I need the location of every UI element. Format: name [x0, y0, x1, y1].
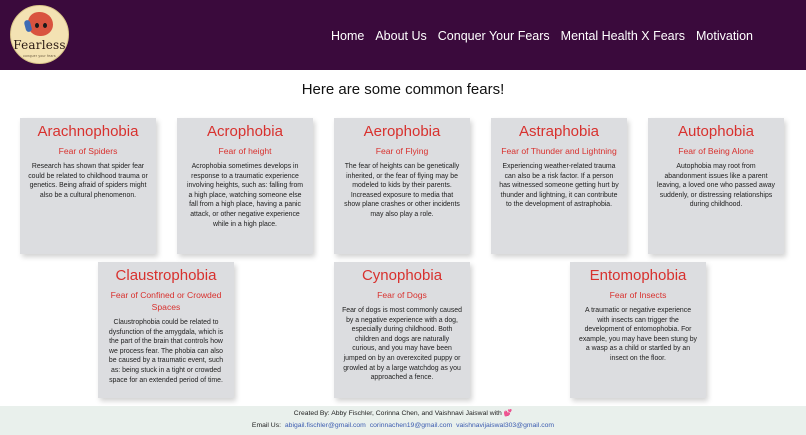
- card-subtitle: Fear of Confined or Crowded Spaces: [110, 290, 222, 312]
- card-description: A traumatic or negative experience with insects can trigger the development of entomophobia. For example, you may have been stung by a wasp as a child or startled by an insect on the floor.: [579, 307, 697, 362]
- card-description: Acrophobia sometimes develops in response to a traumatic experience involving heights, such as: falling from a high place, watching someone else fall from a high place, having a panic attack, or other negative experience while in a high place.: [186, 163, 304, 228]
- fear-card-acrophobia: [177, 118, 313, 254]
- card-subtitle: Fear of Insects: [609, 290, 667, 300]
- card-description: Fear of dogs is most commonly caused by a negative experience with a dog, especially during childhood. Both children and dogs are naturally curious, and you may have been jumped on by an overexcited puppy or growled at by a large watchdog as you approached a fence.: [342, 307, 462, 382]
- fear-card-entomophobia: [570, 262, 706, 398]
- scared-face-icon: [28, 12, 53, 36]
- site-logo[interactable]: [10, 5, 69, 64]
- card-description: Research has shown that spider fear could be related to childhood trauma or genetics. Being afraid of spiders might also be a cultural phenomenon.: [28, 163, 148, 199]
- card-title: Astraphobia: [518, 123, 600, 140]
- card-subtitle: Fear of height: [218, 146, 272, 156]
- logo-eye-icon: [43, 23, 47, 28]
- fear-card-aerophobia: [334, 118, 470, 254]
- card-title: Autophobia: [678, 123, 754, 140]
- page-title: Here are some common fears!: [301, 81, 505, 98]
- email-link-vaishnavi[interactable]: vaishnavijaiswal303@gmail.com: [456, 422, 555, 429]
- card-title: Aerophobia: [363, 123, 441, 140]
- card-title: Arachnophobia: [37, 123, 139, 140]
- email-link-abigail[interactable]: abigail.fischler@gmail.com: [284, 422, 366, 429]
- card-subtitle: Fear of Flying: [375, 146, 429, 156]
- fear-card-arachnophobia: [20, 118, 156, 254]
- card-title: Entomophobia: [589, 267, 687, 284]
- credit-text: Created By: Abby Fischler, Corinna Chen, and Vaishnavi Jaiswal with: [293, 410, 502, 417]
- card-subtitle: Fear of Spiders: [58, 146, 118, 156]
- footer-credit: [0, 409, 806, 417]
- fear-card-claustrophobia: [98, 262, 234, 398]
- fear-card-astraphobia: [491, 118, 627, 254]
- card-description: Claustrophobia could be related to dysfunction of the amygdala, which is the part of the brain that controls how we process fear. The phobia can also be caused by a traumatic event, such as: being stuck in a tight or crowded space for an extended period of time.: [108, 319, 224, 384]
- card-title: Cynophobia: [361, 267, 443, 284]
- logo-eye-icon: [35, 23, 39, 28]
- nav-conquer-your-fears[interactable]: Conquer Your Fears: [437, 29, 550, 43]
- nav-about-us[interactable]: About Us: [375, 29, 427, 43]
- site-footer: [0, 406, 806, 435]
- card-description: Autophobia may root from abandonment issues like a parent leaving, a loved one who passed away suddenly, or distressing relationships during childhood.: [657, 163, 775, 209]
- card-subtitle: Fear of Being Alone: [678, 146, 754, 156]
- footer-emails: [0, 422, 806, 429]
- nav-home[interactable]: Home: [331, 29, 365, 43]
- card-subtitle: Fear of Thunder and Lightning: [501, 146, 617, 156]
- fear-card-autophobia: [648, 118, 784, 254]
- logo-tagline: conquer your fears: [23, 54, 56, 58]
- logo-text: Fearless: [13, 38, 66, 52]
- card-subtitle: Fear of Dogs: [377, 290, 427, 300]
- main-nav: [331, 28, 753, 44]
- card-title: Claustrophobia: [115, 267, 217, 284]
- card-description: Experiencing weather-related trauma can also be a risk factor. If a person has witnessed someone getting hurt by thunder and lightning, it can contribute to the development of astraphobia.: [499, 163, 619, 209]
- fear-card-cynophobia: [334, 262, 470, 398]
- site-header: [0, 0, 806, 70]
- nav-mental-health-x-fears[interactable]: Mental Health X Fears: [560, 29, 686, 43]
- card-title: Acrophobia: [207, 123, 283, 140]
- heart-icon: 💕: [503, 410, 513, 417]
- nav-motivation[interactable]: Motivation: [696, 29, 753, 43]
- email-link-corinna[interactable]: corinnachen19@gmail.com: [369, 422, 453, 429]
- email-label: Email Us:: [251, 422, 282, 429]
- card-description: The fear of heights can be genetically inherited, or the fear of flying may be modeled to kids by their parents. Increased exposure to media that show plane crashes or other incidents may also play a role.: [344, 163, 460, 218]
